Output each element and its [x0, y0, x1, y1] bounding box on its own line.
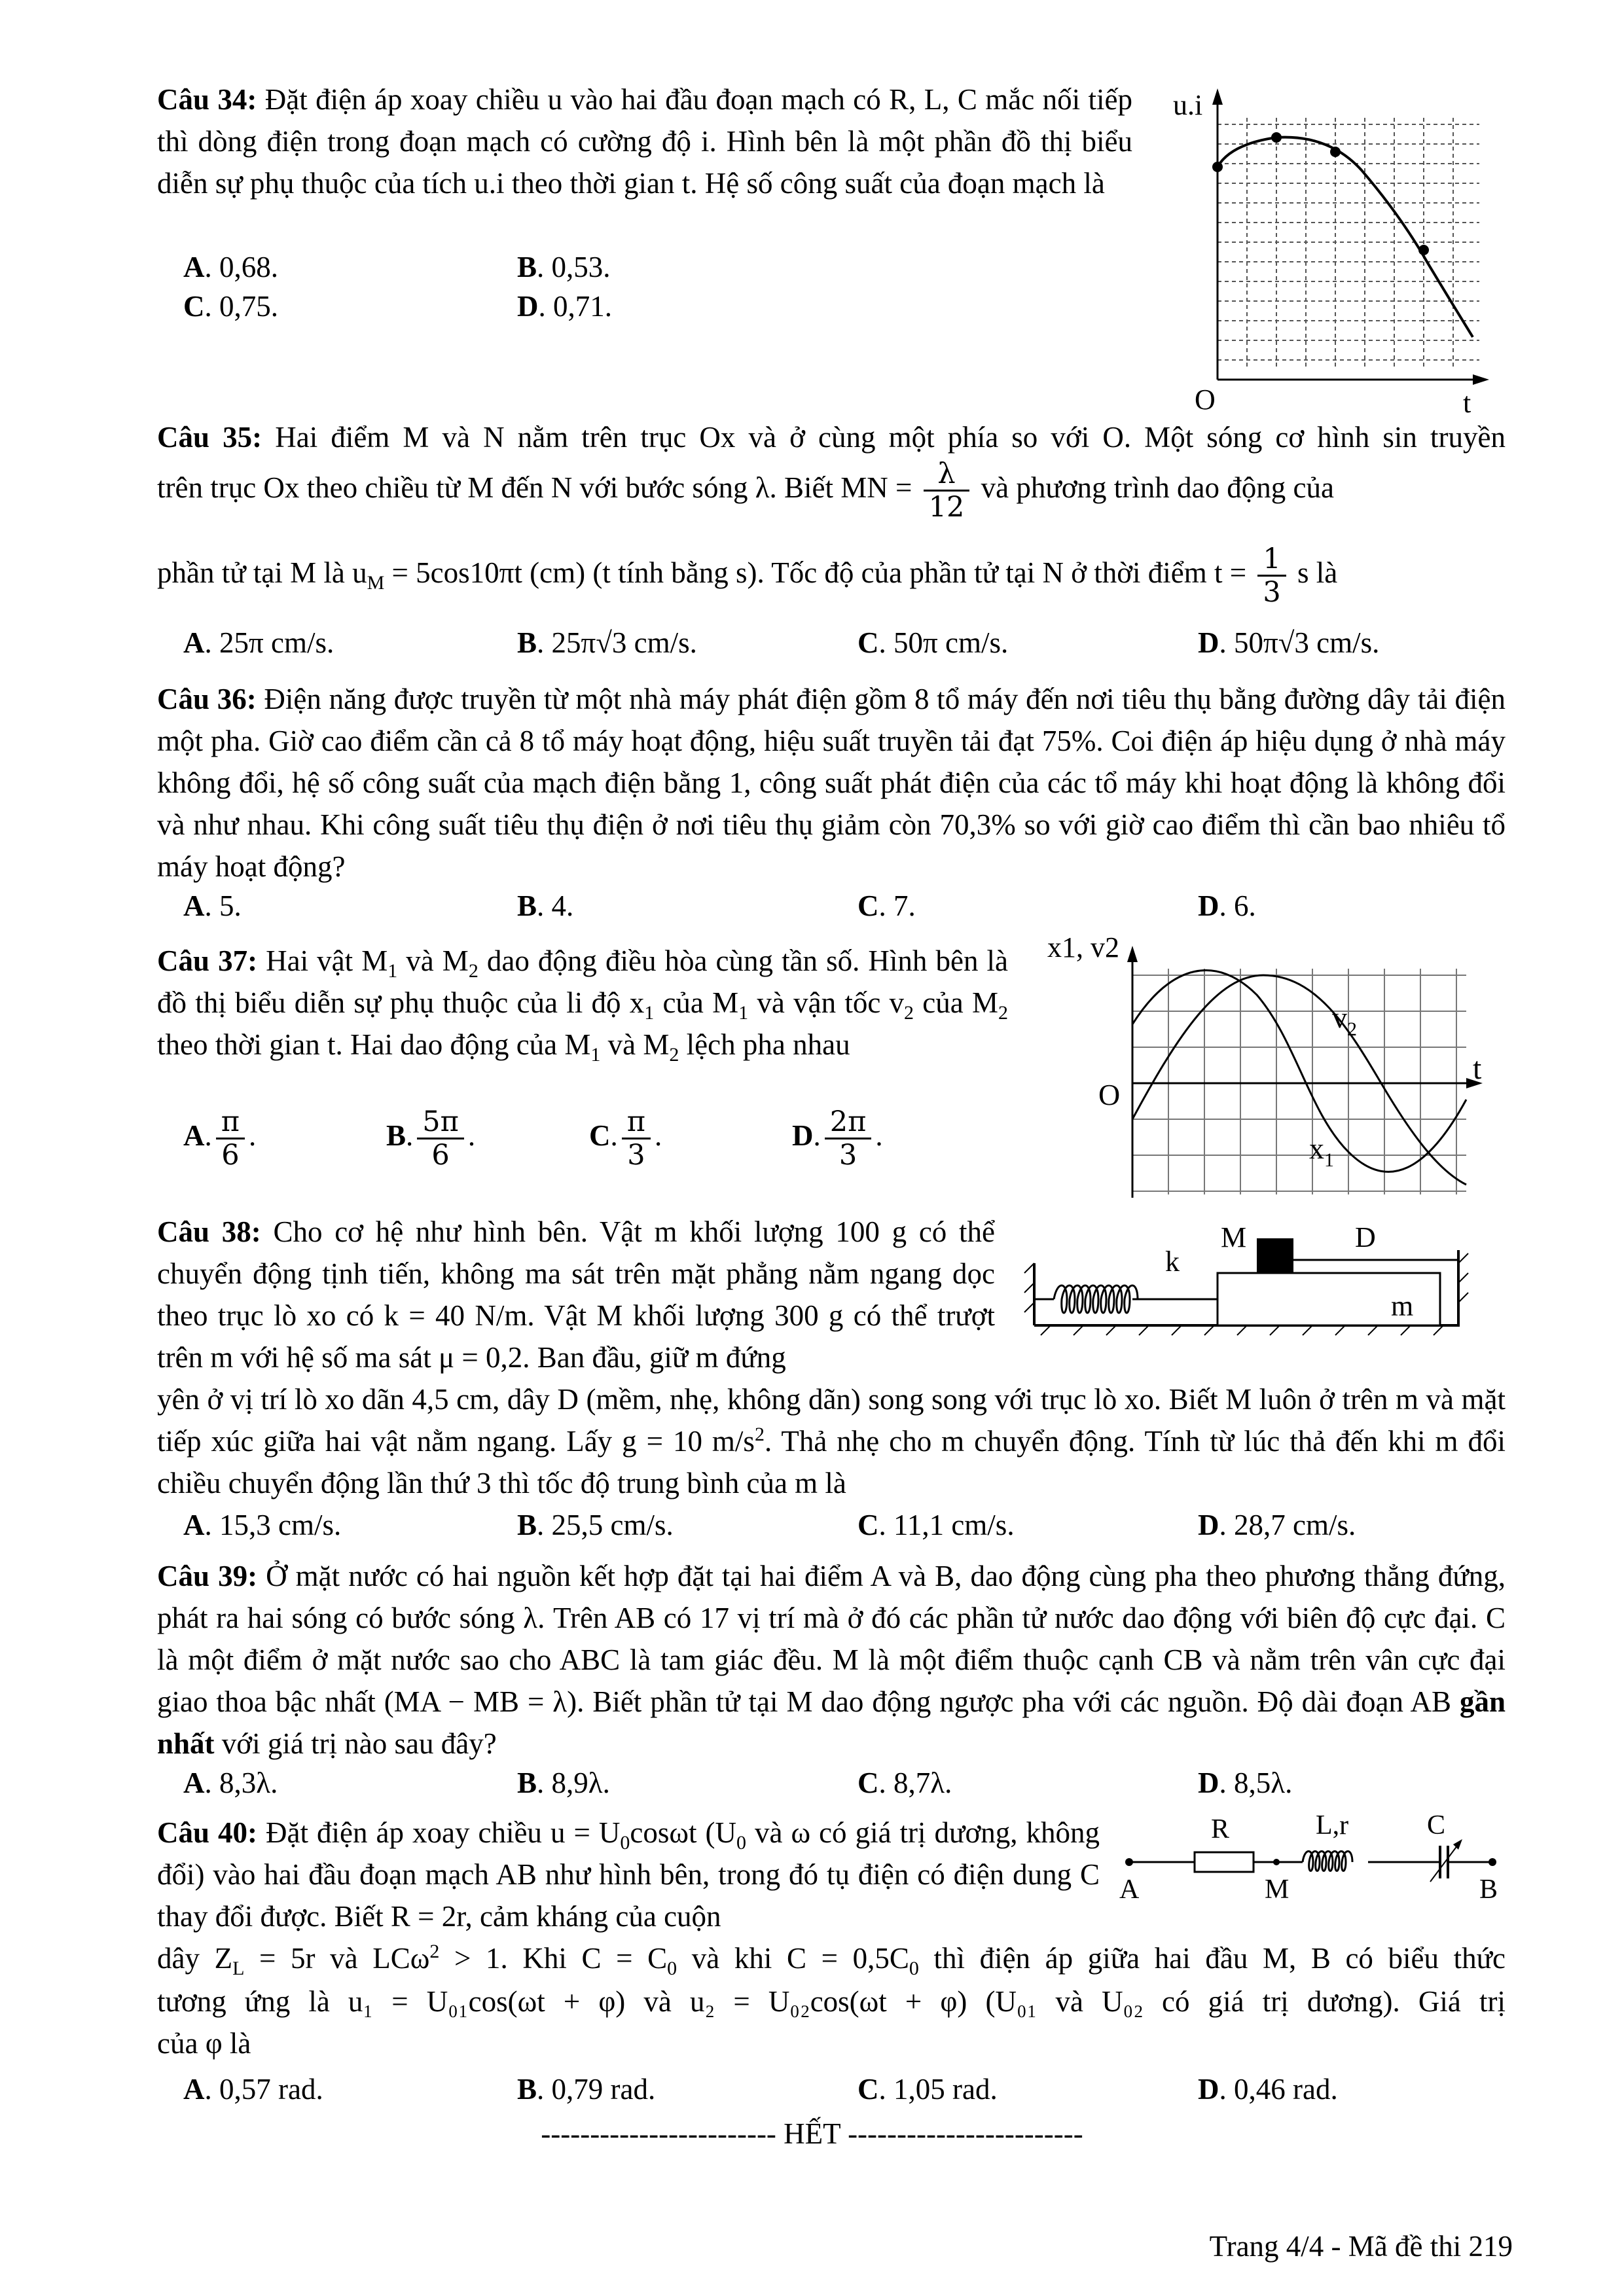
q34-origin-label: O: [1195, 384, 1216, 416]
question-34-label: Câu 34:: [157, 83, 257, 116]
q37-option-d[interactable]: D. $\frac{2\pi}{3}$ .: [792, 1105, 883, 1172]
q34-y-label: u.i: [1173, 89, 1203, 121]
question-36: Câu 36: Điện năng được truyền từ một nhà máy phát điện gồm 8 tổ máy đến nơi tiêu thụ bằng đường dây tải điện một pha. Giờ cao điểm cần cả 8 tổ máy hoạt động, hiệu suất truyền tải đạt 75%. Coi điện áp hiệu dụng ở nhà máy không đổi, hệ số công suất của mạch điện bằng 1, công suất phát điện của các tổ máy khi hoạt động là không đổi và như nhau. Khi công suất tiêu thụ điện ở nơi tiêu thụ giảm còn 70,3% so với giờ cao điểm thì cần bao nhiêu tổ máy hoạt động?: [157, 683, 1506, 883]
q35-t-fraction: $\frac{1}{3}$: [1257, 543, 1286, 608]
q36-option-c[interactable]: C. 7.: [857, 889, 916, 922]
q38-m-label: m: [1391, 1290, 1414, 1322]
q37-graph: [1047, 929, 1499, 1204]
question-34-text: Đặt điện áp xoay chiều u vào hai đầu đoạn mạch có R, L, C mắc nối tiếp thì dòng điện trong đoạn mạch có cường độ i. Hình bên là một phần đồ thị biểu diễn sự phụ thuộc của tích u.i theo thời gian t. Hệ số công suất của đoạn mạch là: [157, 83, 1133, 200]
q38-M-label: M: [1221, 1224, 1247, 1253]
q37-option-b[interactable]: B. $\frac{5\pi}{6}$ .: [386, 1105, 476, 1172]
q35-option-d[interactable]: D. 50π√3 cm/s.: [1198, 626, 1380, 659]
q37-v2-label: $v_2$: [1332, 1001, 1357, 1040]
question-34: [157, 79, 1132, 204]
q34-option-a[interactable]: A. 0,68.: [183, 251, 278, 283]
q40-B-label: B: [1479, 1874, 1498, 1905]
q35-option-c[interactable]: C. 50π cm/s.: [857, 626, 1009, 659]
question-38-continued: yên ở vị trí lò xo dãn 4,5 cm, dây D (mềm, nhẹ, không dãn) song song với trục lò xo. Biết M luôn ở trên m và mặt tiếp xúc giữa hai vật nằm ngang. Lấy g = 10 $m/s^2$. Thả nhẹ cho m chuyển động. Tính từ lúc thả đến khi m đổi chiều chuyển động lần thứ 3 thì tốc độ trung bình của m là: [157, 1383, 1506, 1499]
q40-C-label: C: [1427, 1810, 1446, 1840]
q40-option-c[interactable]: C. 1,05 rad.: [857, 2073, 998, 2106]
q39-option-b[interactable]: B. 8,9λ.: [517, 1767, 610, 1799]
page-footer: Trang 4/4 - Mã đề thi 219: [1209, 2230, 1513, 2263]
q34-option-c[interactable]: C. 0,75.: [183, 290, 278, 323]
q39-option-c[interactable]: C. 8,7λ.: [857, 1767, 952, 1799]
q34-x-label: t: [1463, 387, 1471, 419]
q37-x-label: t: [1473, 1051, 1482, 1086]
q38-figure: [1021, 1224, 1506, 1355]
q38-option-d[interactable]: D. 28,7 cm/s.: [1198, 1509, 1356, 1541]
q40-M-label: M: [1265, 1874, 1290, 1905]
q40-option-b[interactable]: B. 0,79 rad.: [517, 2073, 656, 2106]
q40-A-label: A: [1119, 1874, 1140, 1905]
q40-circuit: [1119, 1806, 1506, 1918]
q40-R-label: R: [1211, 1814, 1230, 1844]
q35-option-b[interactable]: B. 25π√3 cm/s.: [517, 626, 697, 659]
q37-x1-label: $x_1$: [1309, 1132, 1334, 1171]
q34-graph: [1159, 79, 1492, 419]
q34-option-b[interactable]: B. 0,53.: [517, 251, 611, 283]
q38-option-b[interactable]: B. 25,5 cm/s.: [517, 1509, 674, 1541]
q38-option-c[interactable]: C. 11,1 cm/s.: [857, 1509, 1015, 1541]
question-40: Câu 40: Đặt điện áp xoay chiều $u = U_0\cos\omega t$ ($U_0$ và ω có giá trị dương, không đổi) vào hai đầu đoạn mạch AB như hình bên, trong đó tụ điện có điện dung C thay đổi được. Biết R = 2r, cảm kháng của cuộn: [157, 1816, 1100, 1933]
q39-option-a[interactable]: A. 8,3λ.: [183, 1767, 278, 1799]
end-marker: ------------------------ HẾT ------------------------: [541, 2117, 1083, 2150]
q37-y-label: x1, v2: [1047, 931, 1119, 963]
q40-option-d[interactable]: D. 0,46 rad.: [1198, 2073, 1338, 2106]
question-35: Câu 35: Hai điểm M và N nằm trên trục Ox và ở cùng một phía so với O. Một sóng cơ hình sin truyền: [157, 421, 1506, 454]
q38-spring-label: k: [1165, 1246, 1180, 1278]
q37-option-c[interactable]: C. $\frac{\pi}{3}$ .: [589, 1105, 662, 1172]
q40-option-a[interactable]: A. 0,57 rad.: [183, 2073, 323, 2106]
q35-line2: trên trục Ox theo chiều từ M đến N với bước sóng λ. Biết MN = $\frac{\lambda}{12}$ và phương trình dao động của: [157, 457, 1334, 524]
question-39: Câu 39: Ở mặt nước có hai nguồn kết hợp đặt tại hai điểm A và B, dao động cùng pha theo phương thẳng đứng, phát ra hai sóng có bước sóng λ. Trên AB có 17 vị trí mà ở đó các phần tử nước dao động với biên độ cực đại. C là một điểm ở mặt nước sao cho ABC là tam giác đều. M là một điểm thuộc cạnh CB và nằm trên vân cực đại giao thoa bậc nhất (MA − MB = λ). Biết phần tử tại M dao động ngược pha với các nguồn. Độ dài đoạn AB gần nhất với giá trị nào sau đây?: [157, 1560, 1506, 1760]
question-38: Câu 38: Cho cơ hệ như hình bên. Vật m khối lượng 100 g có thể chuyển động tịnh tiến, không ma sát trên mặt phẳng nằm ngang dọc theo trục lò xo có k = 40 N/m. Vật M khối lượng 300 g có thể trượt trên m với hệ số ma sát μ = 0,2. Ban đầu, giữ m đứng: [157, 1215, 996, 1374]
q35-line3: phần tử tại M là $u_M = 5\cos 10\pi t$ (cm) (t tính bằng s). Tốc độ của phần tử tại N ở thời điểm t = $\frac{1}{3}$ s là: [157, 543, 1338, 609]
question-37: Câu 37: Hai vật $M_1$ và $M_2$ dao động điều hòa cùng tần số. Hình bên là đồ thị biểu diễn sự phụ thuộc của li độ $x_1$ của $M_1$ và vận tốc $v_2$ của $M_2$ theo thời gian t. Hai dao động của $M_1$ và $M_2$ lệch pha nhau: [157, 944, 1008, 1066]
q38-D-label: D: [1355, 1224, 1376, 1253]
q35-option-a[interactable]: A. 25π cm/s.: [183, 626, 334, 659]
q36-option-a[interactable]: A. 5.: [183, 889, 242, 922]
q40-line6: của φ là: [157, 2027, 251, 2060]
q34-option-d[interactable]: D. 0,71.: [517, 290, 612, 323]
q37-origin-label: O: [1098, 1078, 1121, 1111]
q39-option-d[interactable]: D. 8,5λ.: [1198, 1767, 1293, 1799]
q40-Lr-label: L,r: [1316, 1810, 1349, 1840]
q38-option-a[interactable]: A. 15,3 cm/s.: [183, 1509, 342, 1541]
q36-option-d[interactable]: D. 6.: [1198, 889, 1256, 922]
q37-option-a[interactable]: A. $\frac{\pi}{6}$ .: [183, 1105, 257, 1172]
q36-option-b[interactable]: B. 4.: [517, 889, 574, 922]
q40-line4: dây $Z_L = 5r$ và LCω$^2$ > 1. Khi $C = C_0$ và khi $C = 0,5C_0$ thì điện áp giữa hai đầu M, B có biểu thức: [157, 1941, 1506, 1979]
q40-line5: tương ứng là u₁ = U₀₁cos(ωt + φ) và u₂ = U₀₂cos(ωt + φ) (U₀₁ và U₀₂ có giá trị dương). Giá trị: [157, 1985, 1506, 2018]
q35-mn-fraction: $\frac{\lambda}{12}$: [924, 458, 970, 523]
